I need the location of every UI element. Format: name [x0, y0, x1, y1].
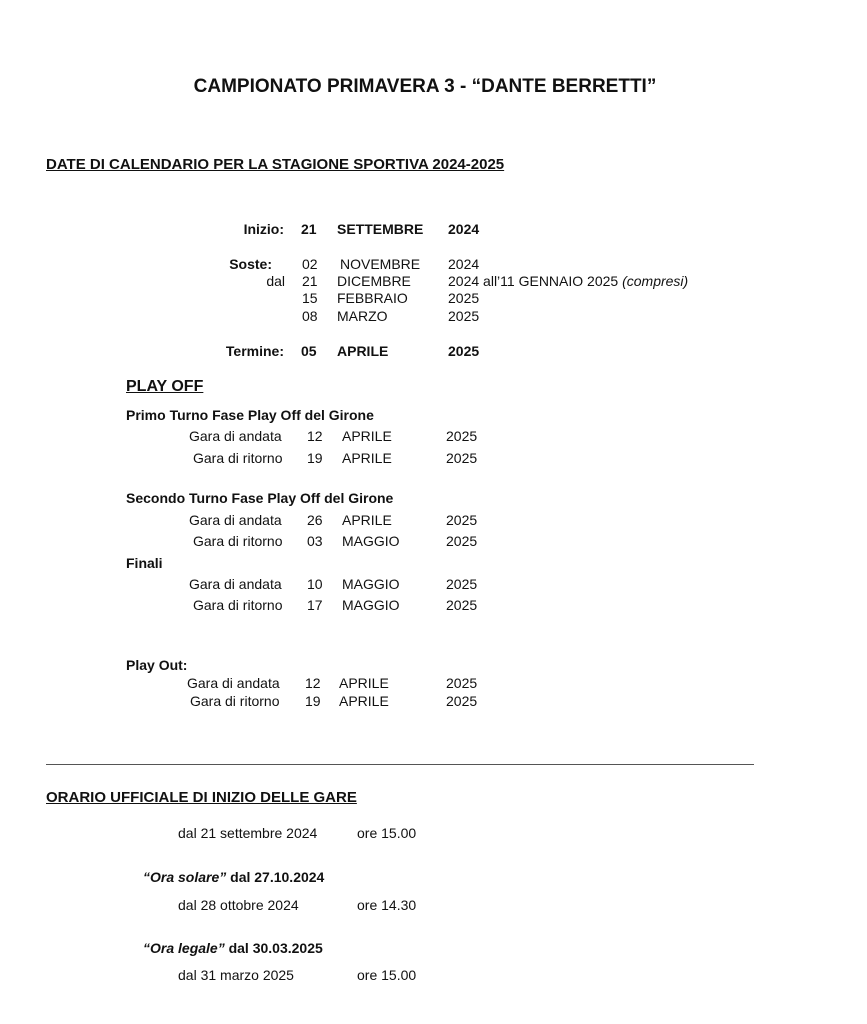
break-year: 2025 — [448, 290, 480, 306]
end-label: Termine: — [225, 343, 284, 359]
end-day: 05 — [301, 343, 317, 359]
break-note: (compresi) — [622, 273, 689, 289]
game-label: Gara di ritorno — [190, 693, 280, 709]
break-year-range — [448, 273, 688, 289]
start-day: 21 — [301, 221, 317, 237]
legal-date: dal 30.03.2025 — [224, 940, 323, 956]
game-year: 2025 — [446, 512, 478, 528]
break-year: 2024 — [448, 273, 480, 289]
schedule-time: ore 15.00 — [357, 825, 417, 841]
break-month: NOVEMBRE — [340, 256, 421, 272]
start-year: 2024 — [448, 221, 480, 237]
game-label: Gara di andata — [189, 428, 282, 444]
end-month: APRILE — [337, 343, 389, 359]
break-day: 21 — [302, 273, 318, 289]
game-day: 17 — [307, 597, 323, 613]
start-month: SETTEMBRE — [337, 221, 424, 237]
game-label: Gara di ritorno — [193, 450, 283, 466]
playout-title: Play Out: — [126, 657, 188, 673]
game-month: MAGGIO — [342, 597, 400, 613]
game-month: APRILE — [342, 450, 392, 466]
game-month: MAGGIO — [342, 533, 400, 549]
game-label: Gara di andata — [189, 512, 282, 528]
game-day: 12 — [307, 428, 323, 444]
game-month: APRILE — [342, 512, 392, 528]
round2-title: Secondo Turno Fase Play Off del Girone — [126, 490, 394, 506]
break-day: 02 — [302, 256, 318, 272]
breaks-label: Soste: — [229, 256, 272, 272]
schedule-time: ore 15.00 — [357, 967, 417, 983]
schedule-from: dal 31 marzo 2025 — [178, 967, 294, 983]
legal-label: “Ora legale” — [143, 940, 225, 956]
solar-time-heading — [143, 869, 324, 885]
game-month: APRILE — [342, 428, 392, 444]
schedule-from: dal 21 settembre 2024 — [178, 825, 318, 841]
break-month: DICEMBRE — [337, 273, 411, 289]
solar-date: dal 27.10.2024 — [226, 869, 325, 885]
game-day: 19 — [305, 693, 321, 709]
game-label: Gara di ritorno — [193, 597, 283, 613]
break-year: 2024 — [448, 256, 480, 272]
game-month: APRILE — [339, 693, 389, 709]
break-year: 2025 — [448, 308, 480, 324]
game-month: APRILE — [339, 675, 389, 691]
start-label: Inizio: — [243, 221, 284, 237]
break-extra: all’11 GENNAIO 2025 — [479, 273, 623, 289]
game-label: Gara di andata — [189, 576, 282, 592]
game-month: MAGGIO — [342, 576, 400, 592]
game-day: 19 — [307, 450, 323, 466]
finals-title: Finali — [126, 555, 163, 571]
game-day: 12 — [305, 675, 321, 691]
game-day: 03 — [307, 533, 323, 549]
game-year: 2025 — [446, 450, 478, 466]
legal-time-heading — [143, 940, 323, 956]
game-year: 2025 — [446, 675, 478, 691]
game-year: 2025 — [446, 693, 478, 709]
game-label: Gara di andata — [187, 675, 280, 691]
break-month: MARZO — [337, 308, 388, 324]
calendar-heading: DATE DI CALENDARIO PER LA STAGIONE SPORTIVA 2024-2025 — [46, 156, 505, 173]
game-day: 26 — [307, 512, 323, 528]
break-prefix: dal — [266, 273, 285, 289]
break-day: 08 — [302, 308, 318, 324]
solar-label: “Ora solare” — [143, 869, 227, 885]
game-label: Gara di ritorno — [193, 533, 283, 549]
game-day: 10 — [307, 576, 323, 592]
schedule-from: dal 28 ottobre 2024 — [178, 897, 299, 913]
section-divider — [46, 764, 754, 765]
page-title: CAMPIONATO PRIMAVERA 3 - “DANTE BERRETTI” — [193, 76, 657, 97]
game-year: 2025 — [446, 533, 478, 549]
break-month: FEBBRAIO — [337, 290, 408, 306]
schedule-heading: ORARIO UFFICIALE DI INIZIO DELLE GARE — [46, 789, 357, 806]
end-year: 2025 — [448, 343, 480, 359]
schedule-time: ore 14.30 — [357, 897, 417, 913]
game-year: 2025 — [446, 576, 478, 592]
game-year: 2025 — [446, 597, 478, 613]
round1-title: Primo Turno Fase Play Off del Girone — [126, 407, 374, 423]
game-year: 2025 — [446, 428, 478, 444]
playoff-heading: PLAY OFF — [126, 378, 204, 395]
break-day: 15 — [302, 290, 318, 306]
